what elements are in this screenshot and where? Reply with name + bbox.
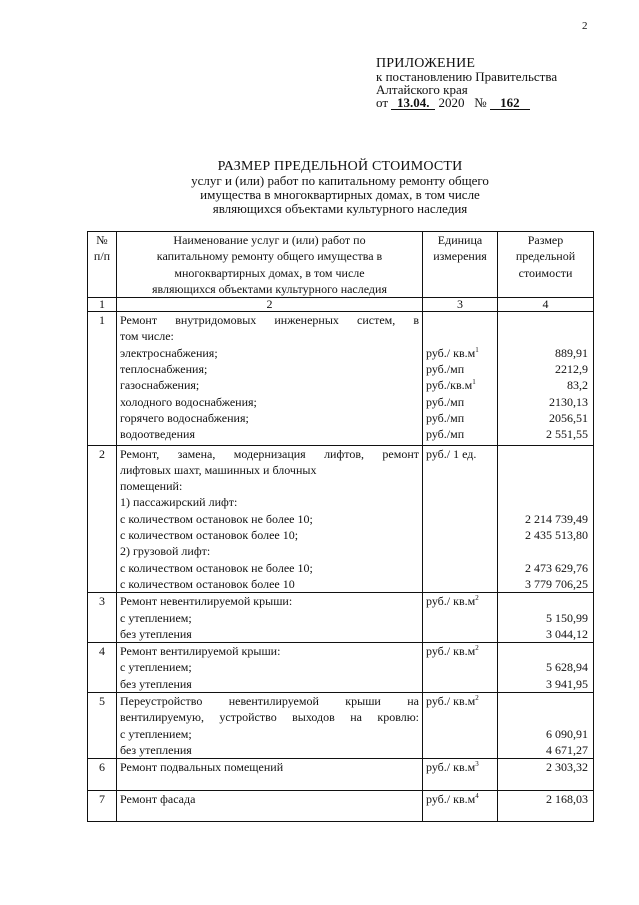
- service-name-line: с утеплением;: [120, 610, 192, 625]
- service-name-line: с утеплением;: [120, 660, 192, 675]
- heading-line-4: являющихся объектами культурного наследия: [212, 201, 468, 216]
- unit-line: [426, 610, 494, 626]
- cost-value: [501, 312, 590, 328]
- max-cost: [498, 759, 594, 790]
- document-heading: [150, 160, 530, 216]
- cost-value: 2130,13: [549, 394, 588, 409]
- unit-of-measure: [423, 312, 498, 445]
- cost-value: [501, 328, 590, 344]
- column-numbers-row: [88, 298, 594, 312]
- service-name: [117, 693, 423, 759]
- service-name-line: Ремонт невентилируемой крыши:: [120, 594, 293, 609]
- service-name-line: Переустройство невентилируемой крыши на: [120, 694, 419, 709]
- unit-line: [426, 328, 494, 344]
- unit-text: руб./мп: [426, 394, 465, 409]
- service-name-line: холодного водоснабжения;: [120, 394, 257, 409]
- service-name-line: Ремонт фасада: [120, 791, 196, 806]
- heading-line-3: имущества в многоквартирных домах, в том числе: [200, 187, 480, 202]
- unit-line: [426, 494, 494, 510]
- unit-text: руб./ кв.м: [426, 594, 476, 609]
- appendix-from: от: [376, 95, 389, 110]
- service-name-line: с утеплением;: [120, 726, 192, 741]
- cost-value: 889,91: [555, 345, 588, 360]
- heading-line-2: услуг и (или) работ по капитальному ремонту общего: [191, 173, 489, 188]
- unit-line: [426, 791, 494, 807]
- service-name: [117, 759, 423, 790]
- appendix-date-day: 13.04.: [391, 96, 435, 110]
- table-row: [88, 643, 594, 693]
- unit-line: [426, 676, 494, 692]
- service-name-line: с количеством остановок более 10: [120, 576, 295, 591]
- unit-line: [426, 377, 494, 393]
- service-name-line: Ремонт, замена, модернизация лифтов, ремонт: [120, 446, 419, 461]
- cost-value: 4 671,27: [546, 742, 588, 757]
- column-number-1: 1: [88, 298, 117, 312]
- heading-title: РАЗМЕР ПРЕДЕЛЬНОЙ СТОИМОСТИ: [217, 159, 463, 174]
- cost-value: [501, 478, 590, 494]
- unit-line: [426, 593, 494, 609]
- unit-text: руб./ кв.м: [426, 760, 476, 775]
- service-name-line: с количеством остановок более 10;: [120, 528, 299, 543]
- unit-of-measure: [423, 790, 498, 821]
- service-name-line: 2) грузовой лифт:: [120, 544, 211, 559]
- unit-line: [426, 410, 494, 426]
- cost-table-body: [88, 232, 594, 822]
- unit-text: руб./мп: [426, 427, 465, 442]
- unit-line: [426, 462, 494, 478]
- unit-line: [426, 709, 494, 725]
- cost-value: [501, 593, 590, 609]
- appendix-number-sign: №: [474, 95, 487, 110]
- unit-line: [426, 576, 494, 592]
- service-name: [117, 790, 423, 821]
- service-name-line: помещений:: [120, 479, 183, 494]
- unit-footnote: 1: [475, 345, 479, 354]
- service-name-line: 1) пассажирский лифт:: [120, 495, 238, 510]
- header-value: Размер предельной стоимости: [498, 232, 594, 298]
- unit-text: руб./ кв.м: [426, 791, 476, 806]
- cost-value: [501, 693, 590, 709]
- service-name-line: с количеством остановок не более 10;: [120, 511, 313, 526]
- unit-of-measure: [423, 759, 498, 790]
- unit-line: [426, 659, 494, 675]
- service-name: [117, 643, 423, 693]
- table-row: [88, 790, 594, 821]
- cost-value: 3 779 706,25: [525, 576, 588, 591]
- service-name-line: с количеством остановок не более 10;: [120, 560, 313, 575]
- unit-footnote: 4: [475, 791, 479, 800]
- max-cost: [498, 643, 594, 693]
- appendix-date-year: 2020: [438, 95, 465, 110]
- cost-value: 3 044,12: [546, 626, 588, 641]
- cost-value: 5 628,94: [546, 660, 588, 675]
- unit-line: [426, 345, 494, 361]
- unit-line: [426, 742, 494, 758]
- service-name-line: горячего водоснабжения;: [120, 410, 249, 425]
- service-name-line: вентилируемую, устройство выходов на кровлю:: [120, 710, 419, 725]
- row-number: 6: [88, 759, 117, 790]
- cost-value: 5 150,99: [546, 610, 588, 625]
- unit-line: [426, 478, 494, 494]
- service-name: [117, 312, 423, 445]
- unit-line: [426, 312, 494, 328]
- service-name-line: без утепления: [120, 742, 192, 757]
- appendix-title: ПРИЛОЖЕНИЕ: [376, 56, 476, 71]
- column-number-3: 3: [423, 298, 498, 312]
- unit-line: [426, 543, 494, 559]
- cost-value: [501, 543, 590, 559]
- cost-value: [501, 446, 590, 462]
- unit-line: [426, 527, 494, 543]
- unit-footnote: 2: [475, 694, 479, 703]
- service-name: [117, 593, 423, 643]
- cost-value: 2 551,55: [546, 427, 588, 442]
- table-row: [88, 759, 594, 790]
- cost-table: [87, 231, 594, 822]
- unit-line: [426, 626, 494, 642]
- cost-value: 2 214 739,49: [525, 511, 588, 526]
- cost-value: 6 090,91: [546, 726, 588, 741]
- cost-value: [501, 494, 590, 510]
- header-name: Наименование услуг и (или) работ по капитальному ремонту общего имущества в многоквартирных домах, в том числе являющихся объектами культурного наследия: [117, 232, 423, 298]
- unit-text: руб./мп: [426, 410, 465, 425]
- row-number: 3: [88, 593, 117, 643]
- max-cost: [498, 790, 594, 821]
- unit-line: [426, 511, 494, 527]
- service-name-line: газоснабжения;: [120, 378, 200, 393]
- service-name-line: Ремонт внутридомовых инженерных систем, в: [120, 313, 419, 328]
- cost-value: 2 435 513,80: [525, 528, 588, 543]
- cost-value: [501, 462, 590, 478]
- cost-value: 2 473 629,76: [525, 560, 588, 575]
- unit-line: [426, 693, 494, 709]
- service-name-line: лифтовых шахт, машинных и блочных: [120, 462, 317, 477]
- unit-line: [426, 446, 494, 462]
- unit-line: [426, 394, 494, 410]
- cost-value: 2 303,32: [546, 760, 588, 775]
- appendix-line-1: к постановлению Правительства: [376, 69, 558, 84]
- max-cost: [498, 445, 594, 593]
- unit-line: [426, 560, 494, 576]
- unit-footnote: 1: [472, 378, 476, 387]
- row-number: 7: [88, 790, 117, 821]
- column-number-2: 2: [117, 298, 423, 312]
- row-number: 2: [88, 445, 117, 593]
- service-name-line: Ремонт подвальных помещений: [120, 760, 284, 775]
- table-row: [88, 312, 594, 445]
- unit-text: руб./ кв.м: [426, 644, 476, 659]
- row-number: 5: [88, 693, 117, 759]
- max-cost: [498, 693, 594, 759]
- header-unit: Единица измерения: [423, 232, 498, 298]
- service-name-line: Ремонт вентилируемой крыши:: [120, 644, 281, 659]
- appendix-date-line: [376, 96, 557, 110]
- service-name-line: том числе:: [120, 329, 174, 344]
- row-number: 1: [88, 312, 117, 445]
- appendix-block: [376, 57, 557, 110]
- unit-text: руб./ кв.м: [426, 345, 476, 360]
- cost-value: 2056,51: [549, 410, 588, 425]
- unit-footnote: 2: [475, 594, 479, 603]
- cost-value: 3 941,95: [546, 676, 588, 691]
- unit-of-measure: [423, 593, 498, 643]
- max-cost: [498, 312, 594, 445]
- service-name: [117, 445, 423, 593]
- unit-of-measure: [423, 693, 498, 759]
- service-name-line: без утепления: [120, 626, 192, 641]
- max-cost: [498, 593, 594, 643]
- unit-of-measure: [423, 445, 498, 593]
- cost-value: 2 168,03: [546, 791, 588, 806]
- page-number: 2: [582, 20, 588, 32]
- cost-value: [501, 709, 590, 725]
- service-name-line: теплоснабжения;: [120, 362, 208, 377]
- column-number-4: 4: [498, 298, 594, 312]
- unit-line: [426, 726, 494, 742]
- unit-of-measure: [423, 643, 498, 693]
- header-no: № п/п: [88, 232, 117, 298]
- service-name-line: без утепления: [120, 676, 192, 691]
- unit-line: [426, 361, 494, 377]
- appendix-line-2: Алтайского края: [376, 82, 468, 97]
- service-name-line: электроснабжения;: [120, 345, 218, 360]
- unit-text: руб./кв.м: [426, 378, 473, 393]
- table-row: [88, 693, 594, 759]
- unit-text: руб./ 1 ед.: [426, 446, 477, 461]
- table-row: [88, 593, 594, 643]
- table-header-row: [88, 232, 594, 298]
- unit-footnote: 2: [475, 644, 479, 653]
- table-row: [88, 445, 594, 593]
- unit-text: руб./ кв.м: [426, 694, 476, 709]
- cost-value: [501, 643, 590, 659]
- cost-value: 83,2: [567, 378, 588, 393]
- unit-footnote: 3: [475, 760, 479, 769]
- unit-line: [426, 643, 494, 659]
- row-number: 4: [88, 643, 117, 693]
- service-name-line: водоотведения: [120, 427, 195, 442]
- unit-line: [426, 759, 494, 775]
- cost-value: 2212,9: [555, 362, 588, 377]
- appendix-number: 162: [490, 96, 530, 110]
- unit-line: [426, 426, 494, 442]
- unit-text: руб./мп: [426, 362, 465, 377]
